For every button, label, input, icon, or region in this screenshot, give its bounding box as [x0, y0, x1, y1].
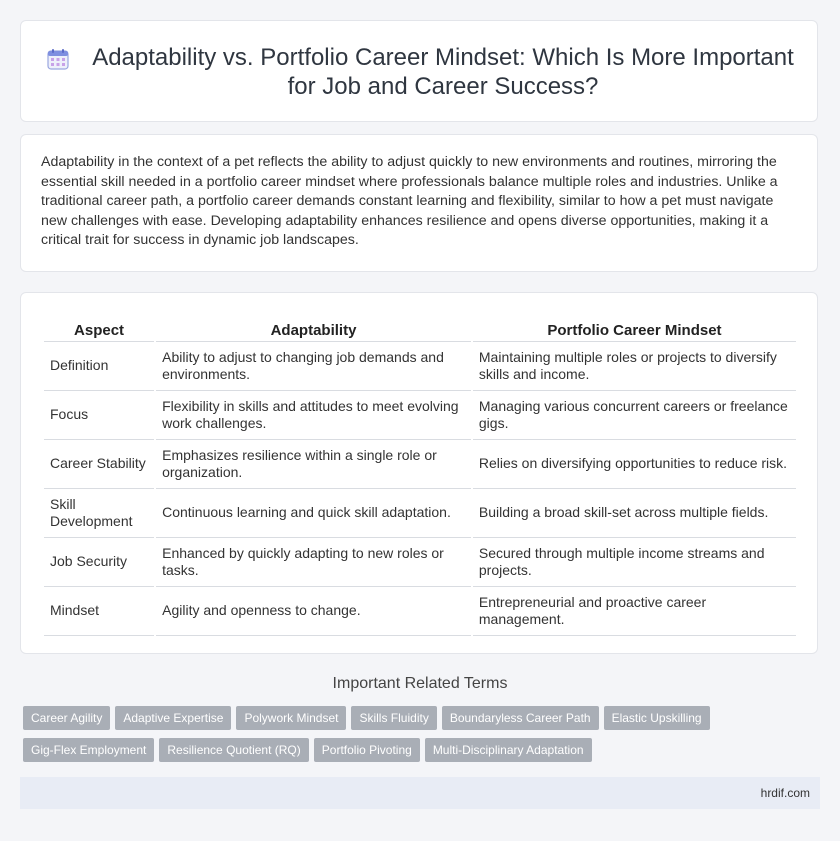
table-row: [44, 342, 796, 391]
header-aspect: Aspect: [44, 311, 154, 342]
table-row: [44, 391, 796, 440]
tag-link[interactable]: Adaptive Expertise: [115, 706, 231, 730]
row-portfolio: Building a broad skill-set across multiple fields.: [473, 489, 796, 538]
title-card: [20, 20, 818, 122]
table-header-row: [44, 311, 796, 342]
row-portfolio: Secured through multiple income streams and projects.: [473, 538, 796, 587]
page-title: Adaptability vs. Portfolio Career Mindset: Which Is More Important for Job and Career Success?: [92, 44, 794, 100]
row-aspect: Definition: [44, 342, 154, 391]
row-aspect: Career Stability: [44, 440, 154, 489]
calendar-icon: [47, 48, 69, 70]
row-adaptability: Emphasizes resilience within a single role or organization.: [156, 440, 471, 489]
tag-link[interactable]: Multi-Disciplinary Adaptation: [425, 738, 592, 762]
related-terms-list: [23, 706, 823, 770]
tag-link[interactable]: Career Agility: [23, 706, 110, 730]
footer-site[interactable]: hrdif.com: [760, 786, 810, 800]
table-row: [44, 538, 796, 587]
table-row: [44, 440, 796, 489]
row-adaptability: Continuous learning and quick skill adaptation.: [156, 489, 471, 538]
row-portfolio: Relies on diversifying opportunities to reduce risk.: [473, 440, 796, 489]
table-row: [44, 587, 796, 636]
tag-link[interactable]: Portfolio Pivoting: [314, 738, 420, 762]
row-adaptability: Flexibility in skills and attitudes to meet evolving work challenges.: [156, 391, 471, 440]
comparison-card: [20, 292, 818, 654]
row-aspect: Focus: [44, 391, 154, 440]
row-portfolio: Entrepreneurial and proactive career management.: [473, 587, 796, 636]
header-adaptability: Adaptability: [156, 311, 471, 342]
intro-card: [20, 134, 818, 272]
row-adaptability: Agility and openness to change.: [156, 587, 471, 636]
row-aspect: Job Security: [44, 538, 154, 587]
tag-link[interactable]: Gig-Flex Employment: [23, 738, 154, 762]
row-adaptability: Enhanced by quickly adapting to new roles or tasks.: [156, 538, 471, 587]
table-row: [44, 489, 796, 538]
tag-link[interactable]: Skills Fluidity: [351, 706, 436, 730]
tag-link[interactable]: Resilience Quotient (RQ): [159, 738, 308, 762]
footer: [20, 777, 820, 809]
row-aspect: Skill Development: [44, 489, 154, 538]
header-portfolio: Portfolio Career Mindset: [473, 311, 796, 342]
row-aspect: Mindset: [44, 587, 154, 636]
tag-link[interactable]: Polywork Mindset: [236, 706, 346, 730]
related-terms-title: Important Related Terms: [332, 675, 508, 692]
row-portfolio: Maintaining multiple roles or projects to diversify skills and income.: [473, 342, 796, 391]
row-portfolio: Managing various concurrent careers or freelance gigs.: [473, 391, 796, 440]
intro-paragraph: Adaptability in the context of a pet reflects the ability to adjust quickly to new environments and routines, mirroring the essential skill needed in a portfolio career mindset where professionals balance multiple roles and industries. Unlike a traditional career path, a portfolio career demands constant learning and flexibility, similar to how a pet must navigate new challenges with ease. Developing adaptability enhances resilience and opens diverse opportunities, making it a critical trait for success in dynamic job landscapes.: [41, 154, 778, 248]
tag-link[interactable]: Boundaryless Career Path: [442, 706, 599, 730]
row-adaptability: Ability to adjust to changing job demands and environments.: [156, 342, 471, 391]
comparison-table: [42, 311, 798, 636]
tag-link[interactable]: Elastic Upskilling: [604, 706, 710, 730]
